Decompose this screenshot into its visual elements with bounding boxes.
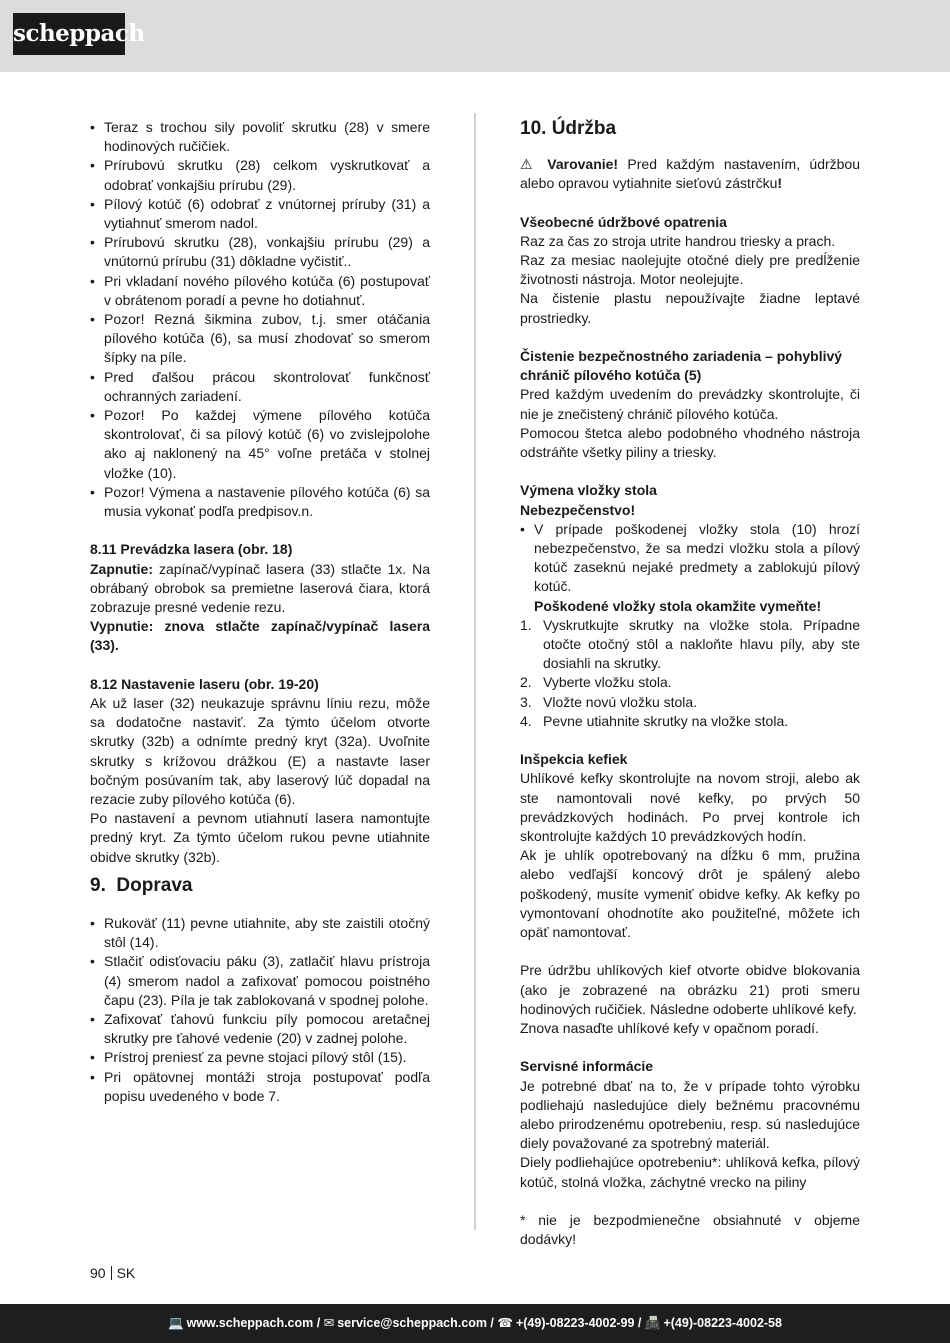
list-item: • V prípade poškodenej vložky stola (10) hrozí nebezpečenstvo, že sa medzi vložku stola a pílový kotúč zaseknú nejaké predmety a zablokujú pílový kotúč. — [520, 520, 860, 597]
list-item — [520, 712, 860, 731]
section-8-12-heading: 8.12 Nastavenie laseru (obr. 19-20) — [90, 675, 319, 692]
service-info-heading: Servisné informácie — [520, 1058, 654, 1075]
brush-paragraph: Ak je uhlík opotrebovaný na dĺžku 6 mm, pružina alebo vedľajší koncový drôt je spálený alebo poškodený, musíte vymeniť obidve kefky. Ak kefky po vymontovaní ohodnotíte ako použiteľné, môžete ich opäť namontovať. — [520, 847, 860, 941]
phone-icon: ☎ — [497, 1316, 513, 1330]
table-insert-danger-list — [520, 520, 860, 597]
list-item: • Prístroj preniesť za pevne stojaci pílový stôl (15). — [90, 1048, 430, 1067]
section-9-number: 9. — [90, 874, 106, 896]
page-number-value: 90 — [90, 1265, 106, 1281]
section-8-11-heading: 8.11 Prevádzka lasera (obr. 18) — [90, 541, 293, 558]
footer-email[interactable]: service@scheppach.com / — [337, 1316, 494, 1330]
list-item: • Pílový kotúč (6) odobrať z vnútornej príruby (31) a vytiahnuť smerom nadol. — [90, 195, 430, 233]
computer-icon: 💻 — [168, 1316, 184, 1330]
footnote: * nie je bezpodmienečne obsiahnuté v objeme dodávky! — [520, 1212, 860, 1248]
step-number: 2. — [520, 674, 532, 691]
header-bar — [0, 0, 950, 72]
step-number: 3. — [520, 693, 532, 710]
brush-paragraph: Znova nasaďte uhlíkové kefy v opačnom poradí. — [520, 1020, 819, 1037]
list-item: • Prírubovú skrutku (28) celkom vyskrutkovať a odobrať vonkajšiu prírubu (29). — [90, 156, 430, 194]
list-item: • Teraz s trochou sily povoliť skrutku (28) v smere hodinových ručičiek. — [90, 118, 430, 156]
laser-on-label: Zapnutie: — [90, 560, 153, 577]
cleaning-line: Pomocou štetca alebo podobného vhodného nástroja odstráňte všetky piliny a triesky. — [520, 424, 860, 461]
page-language: SK — [116, 1265, 136, 1281]
warning-text: Pred každým nastavením, údržbou alebo opravou vytiahnite sieťovú zástrčku — [520, 156, 860, 192]
table-insert-heading: Výmena vložky stola — [520, 482, 657, 499]
list-item: • Zafixovať ťahovú funkciu píly pomocou aretačnej skrutky pre ťahové vedenie (20) v zadnej polohe. — [90, 1010, 430, 1048]
footer-bar — [0, 1304, 950, 1343]
column-divider — [474, 113, 476, 1230]
general-line: Raz za mesiac naolejujte otočné diely pre predĺženie životnosti nástroja. Motor neolejujte. — [520, 252, 860, 288]
list-item: • Prírubovú skrutku (28), vonkajšiu prírubu (29) a vnútornú prírubu (31) dôkladne vyčistiť.. — [90, 233, 430, 271]
footer-phone: +(49)-08223-4002-99 / — [515, 1316, 642, 1330]
service-paragraph: Diely podliehajúce opotrebeniu*: uhlíková kefka, pílový kotúč, stolná vložka, záchytné vrecko na piliny — [520, 1154, 860, 1190]
section-10-number: 10. — [520, 118, 547, 139]
danger-label: Nebezpečenstvo! — [520, 501, 636, 518]
brush-paragraph: Pre údržbu uhlíkových kief otvorte obidve blokovania (ako je zobrazené na obrázku 21) proti smeru hodinových ručičiek. Následne odoberte uhlíkové kefy. — [520, 962, 860, 1017]
cleaning-line: Pred každým uvedením do prevádzky skontrolujte, či nie je znečistený chránič pílového kotúča. — [520, 386, 860, 422]
cleaning-heading: Čistenie bezpečnostného zariadenia – pohyblivý chránič pílového kotúča (5) — [520, 348, 843, 384]
laser-off-paragraph: Vypnutie: znova stlačte zapínač/vypínač lasera (33). — [90, 618, 430, 654]
brush-paragraph: Uhlíkové kefky skontrolujte na novom stroji, alebo ak ste namontovali nové kefky, po prvých 50 prevádzkových hodinách. Po prvej kontrole ich skontrolujte každých 10 prevádzkových hodín. — [520, 770, 860, 845]
right-column — [520, 118, 860, 1249]
warning-label: Varovanie! — [547, 156, 619, 172]
warning-icon: ⚠ — [520, 156, 538, 172]
replace-insert-warning: Poškodené vložky stola okamžite vymeňte! — [534, 597, 822, 614]
footer-fax: +(49)-08223-4002-58 — [663, 1316, 782, 1330]
brush-inspection-heading: Inšpekcia kefiek — [520, 751, 628, 768]
laser-on-paragraph — [90, 560, 430, 618]
step-number: 4. — [520, 712, 532, 729]
list-item: • Pri vkladaní nového pílového kotúča (6) postupovať v obrátenom poradí a pevne ho dotiahnuť. — [90, 272, 430, 310]
blade-change-list — [90, 118, 430, 521]
step-text: Pevne utiahnite skrutky na vložke stola. — [543, 712, 789, 729]
warning-paragraph — [520, 155, 860, 193]
laser-adjust-paragraph: Ak už laser (32) neukazuje správnu líniu rezu, môže sa dodatočne nastaviť. Za týmto účelom otvorte skrutky (32b) a odnímte predný kryt (32a). Uvoľnite skrutky s krížovou drážkou (E) a nastavte laser bočným posúvaním tak, aby laserový lúč dopadal na rezacie zuby pílového kotúča (6). — [90, 695, 430, 808]
scheppach-logo: scheppach — [13, 13, 125, 55]
fax-icon: 📠 — [644, 1316, 661, 1330]
list-item — [520, 693, 860, 712]
general-line: Raz za čas zo stroja utrite handrou triesky a prach. — [520, 232, 836, 249]
list-item: • Pozor! Rezná šikmina zubov, t.j. smer otáčania pílového kotúča (6), sa musí zhodovať so smerom šípky na píle. — [90, 310, 430, 368]
list-item: • Pred ďalšou prácou skontrolovať funkčnosť ochranných zariadení. — [90, 368, 430, 406]
list-item — [520, 616, 860, 674]
general-line: Na čistenie plastu nepoužívajte žiadne leptavé prostriedky. — [520, 290, 860, 326]
mail-icon: ✉ — [323, 1316, 335, 1330]
list-item: • Stlačiť odisťovaciu páku (3), zatlačiť hlavu prístroja (4) smerom nadol a zafixovať pomocou poistného čapu (23). Píla je tak zablokovaná v spodnej polohe. — [90, 952, 430, 1010]
warning-end: ! — [777, 175, 783, 192]
section-10-title: Údržba — [551, 118, 617, 139]
step-text: Vyberte vložku stola. — [543, 674, 672, 691]
section-9-heading — [90, 873, 430, 898]
transport-list — [90, 914, 430, 1106]
left-column — [90, 118, 430, 1106]
service-paragraph: Je potrebné dbať na to, že v prípade tohto výrobku podliehajú nasledujúce diely bežnému pracovnému alebo prirodzenému opotrebeniu, resp. sú nasledujúce diely považované za spotrebný materiál. — [520, 1077, 860, 1152]
page-number — [90, 1265, 135, 1281]
list-item — [520, 673, 860, 692]
general-maintenance-heading: Všeobecné údržbové opatrenia — [520, 213, 727, 230]
section-10-heading — [520, 116, 860, 141]
section-9-title: Doprava — [116, 874, 193, 896]
step-number: 1. — [520, 616, 532, 633]
list-item: • Pri opätovnej montáži stroja postupovať podľa popisu uvedeného v bode 7. — [90, 1068, 430, 1106]
laser-on-text: zapínač/vypínač lasera (33) stlačte 1x. Na obrábaný obrobok sa premietne laserová čiara, ktorá zobrazuje presné vedenie rezu. — [90, 560, 431, 616]
footer-web[interactable]: www.scheppach.com / — [186, 1316, 321, 1330]
step-text: Vyskrutkujte skrutky na vložke stola. Prípadne otočte otočný stôl a nakloňte hlavu píly, aby ste dosiahli na skrutky. — [543, 616, 860, 672]
list-item: • Rukoväť (11) pevne utiahnite, aby ste zaistili otočný stôl (14). — [90, 914, 430, 952]
list-item: • Pozor! Po každej výmene pílového kotúča skontrolovať, či sa pílový kotúč (6) vo zvislejpolohe ako aj naklonený na 45° voľne pretáča v stolnej vložke (10). — [90, 406, 430, 483]
step-text: Vložte novú vložku stola. — [543, 693, 698, 710]
table-insert-steps — [520, 616, 860, 731]
list-item: • Pozor! Výmena a nastavenie pílového kotúča (6) sa musia vykonať podľa predpisov.n. — [90, 483, 430, 521]
laser-cover-paragraph: Po nastavení a pevnom utiahnutí lasera namontujte predný kryt. Za týmto účelom rukou pevne utiahnite obidve skrutky (32b). — [90, 810, 430, 865]
